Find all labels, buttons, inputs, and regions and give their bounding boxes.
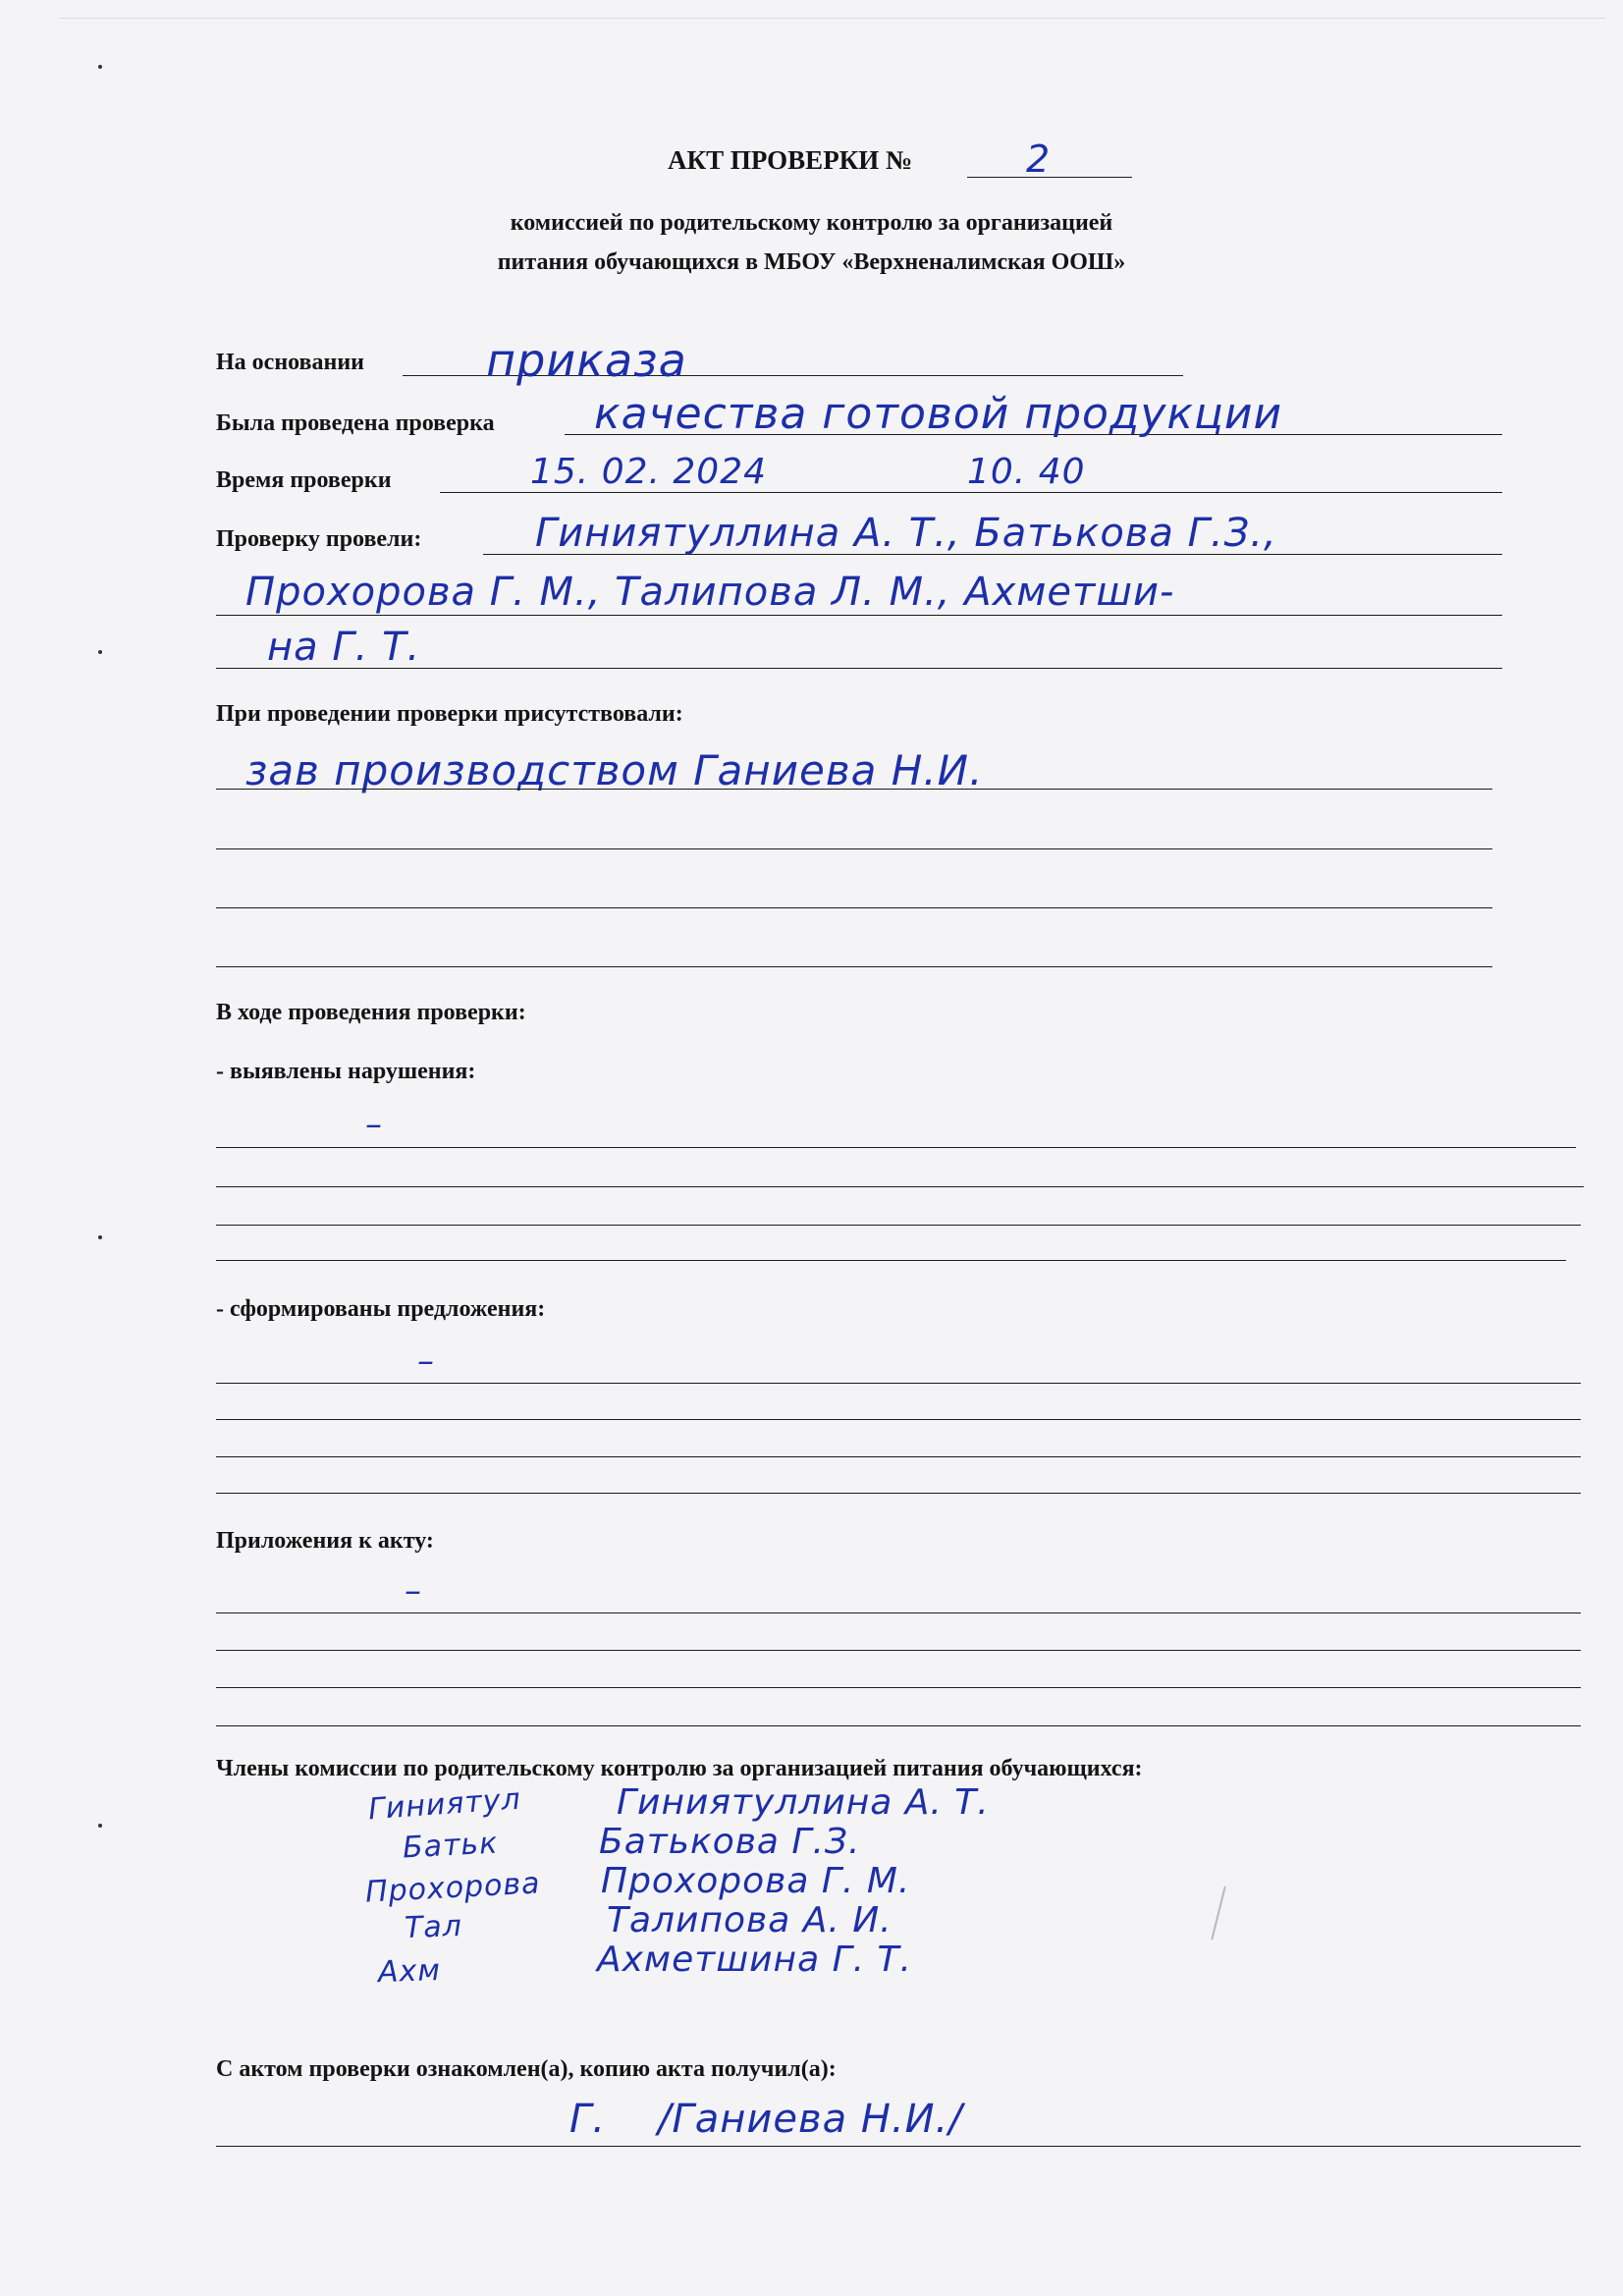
member-name-1: Гиниятуллина А. Т. [617, 1782, 990, 1823]
time-clock: 10. 40 [967, 452, 1086, 492]
attachments-line-2 [216, 1650, 1581, 1651]
inspectors-value-3: на Г. Т. [267, 625, 421, 670]
present-value: зав производством Ганиева Н.И. [245, 746, 984, 794]
ack-name: /Ганиева Н.И./ [658, 2097, 963, 2142]
member-signature-1: Гиниятул [366, 1781, 522, 1828]
violations-label: - выявлены нарушения: [216, 1059, 476, 1084]
present-line-2 [216, 848, 1492, 849]
time-date: 15. 02. 2024 [530, 452, 768, 492]
findings-heading: В ходе проведения проверки: [216, 1000, 526, 1025]
member-name-3: Прохорова Г. М. [601, 1861, 911, 1901]
inspectors-value-1: Гиниятуллина А. Т., Батькова Г.З., [535, 511, 1277, 556]
ack-label: С актом проверки ознакомлен(а), копию акта получил(а): [216, 2056, 837, 2082]
proposals-label: - сформированы предложения: [216, 1296, 546, 1322]
act-title-prefix: АКТ ПРОВЕРКИ № [668, 145, 913, 175]
basis-label: На основании [216, 350, 364, 375]
member-name-2: Батькова Г.З. [599, 1822, 861, 1862]
basis-value: приказа [486, 334, 687, 387]
subtitle-line-1: комиссией по родительскому контролю за организацией [510, 210, 1113, 236]
attachments-line-4 [216, 1725, 1581, 1726]
attachments-value: – [405, 1571, 422, 1611]
violations-line-2 [216, 1186, 1584, 1187]
violations-line-1 [216, 1147, 1576, 1148]
scan-speck [98, 650, 102, 654]
act-title [668, 145, 912, 176]
act-number: 2 [1026, 137, 1052, 181]
attachments-line-3 [216, 1687, 1581, 1688]
violations-value: – [365, 1105, 383, 1144]
member-signature-3: Прохорова [364, 1866, 542, 1910]
ack-signature: Г. [569, 2097, 606, 2142]
scan-speck [98, 65, 102, 69]
proposals-value: – [417, 1341, 435, 1381]
proposals-line-4 [216, 1493, 1581, 1494]
present-label: При проведении проверки присутствовали: [216, 701, 683, 727]
ack-line [216, 2146, 1581, 2147]
attachments-label: Приложения к акту: [216, 1528, 434, 1554]
scan-speck [98, 1824, 102, 1828]
inspectors-line-2 [216, 615, 1502, 616]
violations-line-4 [216, 1260, 1566, 1261]
member-signature-5: Ахм [377, 1952, 442, 1991]
time-label: Время проверки [216, 467, 392, 493]
proposals-line-3 [216, 1456, 1581, 1457]
member-name-5: Ахметшина Г. Т. [597, 1940, 912, 1980]
check-value: качества готовой продукции [594, 389, 1283, 439]
present-line-3 [216, 907, 1492, 908]
subtitle-line-2: питания обучающихся в МБОУ «Верхненалимская ООШ» [497, 249, 1126, 275]
member-name-4: Талипова А. И. [607, 1900, 893, 1941]
member-signature-2: Батьк [402, 1826, 500, 1866]
violations-line-3 [216, 1225, 1581, 1226]
proposals-line-2 [216, 1419, 1581, 1420]
members-heading: Члены комиссии по родительскому контролю за организацией питания обучающихся: [216, 1756, 1143, 1781]
inspectors-label: Проверку провели: [216, 526, 422, 552]
scan-speck [98, 1235, 102, 1239]
check-label: Была проведена проверка [216, 410, 495, 436]
present-line-4 [216, 966, 1492, 967]
time-line [440, 492, 1502, 493]
present-line-1 [216, 789, 1492, 790]
inspectors-value-2: Прохорова Г. М., Талипова Л. М., Ахметши- [245, 570, 1175, 615]
proposals-line-1 [216, 1383, 1581, 1384]
member-signature-4: Тал [404, 1908, 463, 1946]
